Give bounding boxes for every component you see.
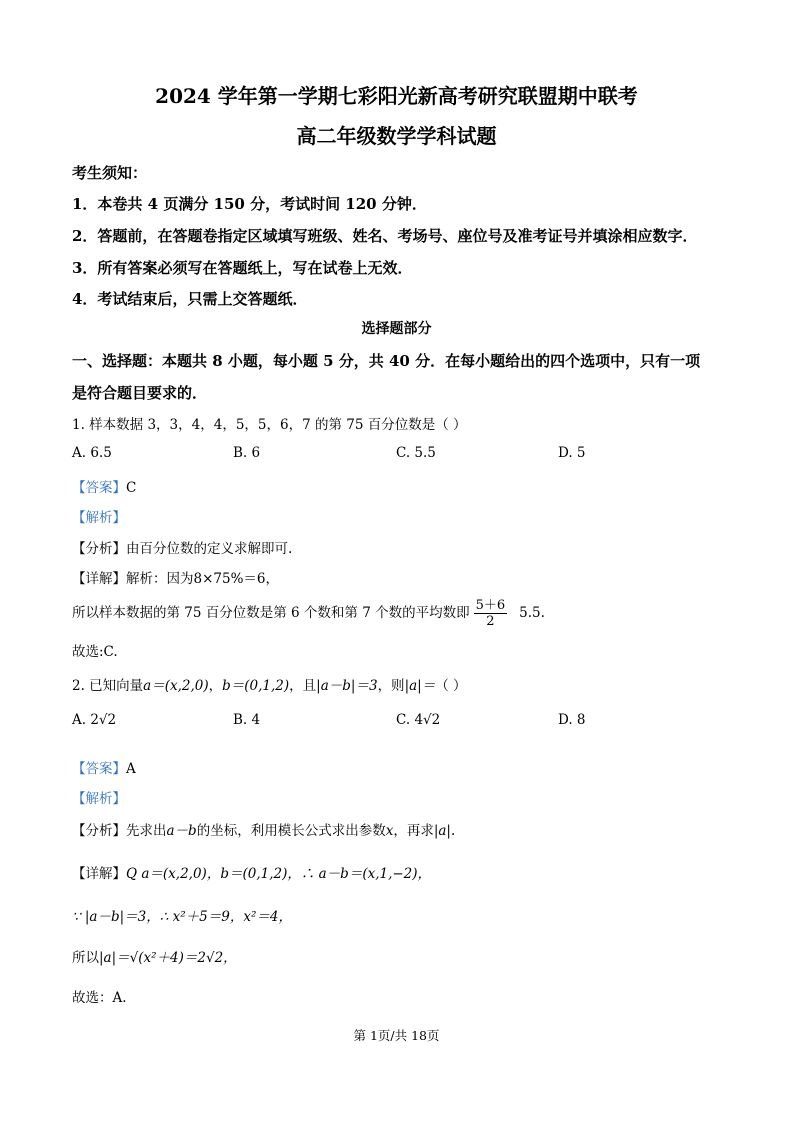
vector-b: b＝(0,1,2) (222, 678, 290, 694)
q2-detail-line2 (72, 905, 292, 925)
option-math: 4√2 (414, 712, 441, 728)
q2-fenxi (72, 819, 455, 839)
option-label: A. (72, 712, 87, 728)
q1-stem: 1. 样本数据 3，3，4，4，5，5，6，7 的第 75 百分位数是（ ） (72, 417, 467, 433)
answer-value: C (126, 480, 137, 496)
q1-analysis-tag: 【解析】 (72, 510, 126, 526)
notice-item: 2．答题前，在答题卷指定区域填写班级、姓名、考场号、座位号及准考证号并填涂相应数字． (72, 227, 698, 245)
page-footer: 第 1页/共 18页 (353, 1028, 440, 1043)
detail-tag: 【详解】 (72, 571, 126, 587)
fraction (474, 598, 508, 629)
q2-stem-end: （ ） (435, 678, 467, 694)
notice-item: 1．本卷共 4 页满分 150 分，考试时间 120 分钟． (72, 195, 427, 213)
q2-detail-line3 (72, 946, 237, 966)
q1-detail (72, 567, 279, 587)
section-title: 选择题部分 (361, 321, 432, 337)
notice-item: 4．考试结束后，只需上交答题纸． (72, 290, 308, 308)
detail-math: 8×75%＝6 (193, 571, 266, 587)
q1-fenxi (72, 537, 292, 557)
part1-instructions-cont: 是符合题目要求的． (72, 384, 208, 402)
condition: |a－b|＝3 (316, 678, 378, 694)
detail-result: 5.5 (519, 605, 541, 621)
q1-conclusion: 故选:C. (72, 644, 118, 660)
vector-a: a＝(x,2,0) (143, 678, 209, 694)
q2-stem-prefix: 2. 已知向量 (72, 678, 144, 694)
answer-tag: 【答案】 (72, 480, 126, 496)
fenxi-math: a－b (166, 823, 197, 839)
fenxi-variable: x (385, 823, 394, 839)
fenxi-prefix: 先求出 (126, 823, 167, 839)
option-math: 2√2 (90, 712, 117, 728)
q1-option-a: A. 6.5 (72, 445, 112, 461)
q2-stem-mid2: ，则 (377, 678, 405, 694)
fenxi-tag: 【分析】 (72, 823, 126, 839)
q1-option-c: C. 5.5 (396, 445, 436, 461)
fenxi-end: |a|. (433, 823, 456, 839)
exam-subtitle: 高二年级数学学科试题 (296, 124, 497, 148)
q1-option-d: D. 5 (558, 445, 586, 461)
notice-heading: 考生须知： (72, 164, 148, 182)
q2-option-d: D. 8 (558, 712, 586, 728)
q2-option-c (396, 712, 440, 728)
notice-item: 3．所有答案必须写在答题纸上，写在试卷上无效． (72, 259, 413, 277)
question-ask: |a|＝ (404, 678, 436, 694)
detail-line3-math: |a|＝√(x²＋4)＝2√2， (99, 950, 237, 966)
exam-title: 2024 学年第一学期七彩阳光新高考研究联盟期中联考 (155, 84, 638, 108)
fraction-numerator: 5＋6 (475, 598, 506, 613)
q2-analysis-tag: 【解析】 (72, 791, 126, 807)
fenxi-tag: 【分析】 (72, 541, 126, 557)
q2-option-b: B. 4 (233, 712, 261, 728)
detail-prefix: 解析：因为 (126, 571, 194, 587)
fraction-denominator: 2 (486, 614, 495, 629)
q2-stem (72, 674, 467, 694)
fenxi-mid: 的坐标，利用模长公式求出参数 (196, 823, 386, 839)
detail-tag: 【详解】 (72, 866, 126, 882)
detail-line2-prefix: 所以样本数据的第 75 百分位数是第 6 个数和第 7 个数的平均数即 (72, 605, 470, 621)
option-label: C. (396, 712, 411, 728)
q2-detail (72, 862, 431, 882)
detail-line3-prefix: 所以 (72, 950, 99, 966)
q2-stem-mid: ，且 (289, 678, 317, 694)
comma: ， (208, 678, 223, 694)
fenxi-mid2: ，再求 (393, 823, 434, 839)
q2-option-a (72, 712, 116, 728)
detail-suffix: ， (265, 571, 279, 587)
answer-value: A (126, 761, 136, 777)
q1-detail-line2 (72, 598, 545, 629)
part1-instructions: 一、选择题：本题共 8 小题，每小题 5 分，共 40 分．在每小题给出的四个选项中，只有一项 (72, 352, 701, 370)
q1-answer (72, 476, 136, 496)
q2-answer (72, 757, 136, 777)
fenxi-text: 由百分位数的定义求解即可. (126, 541, 293, 557)
detail-line2-math: ∵ |a－b|＝3，∴ x²＋5＝9，x²＝4， (72, 909, 292, 925)
q2-conclusion: 故选：A. (72, 990, 127, 1006)
detail-math: Q a＝(x,2,0)，b＝(0,1,2)，∴ a－b＝(x,1,−2)， (126, 866, 432, 882)
detail-end: . (540, 605, 545, 621)
q1-option-b: B. 6 (233, 445, 261, 461)
answer-tag: 【答案】 (72, 761, 126, 777)
